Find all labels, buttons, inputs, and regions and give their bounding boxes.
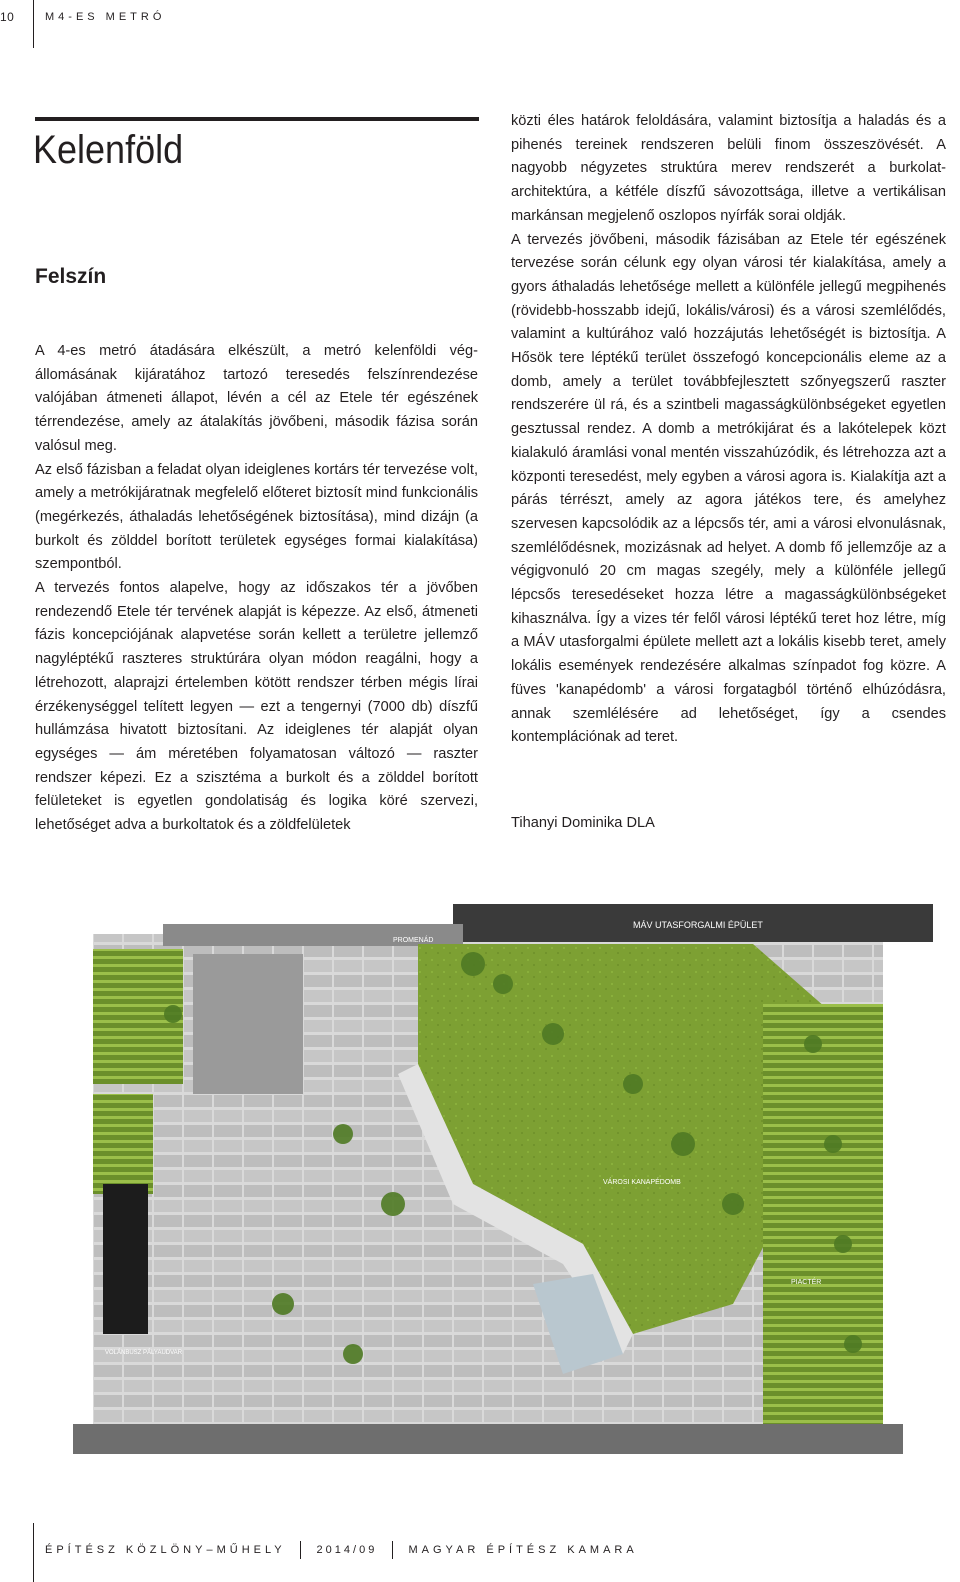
plan-label-sofa: VÁROSI KANAPÉDOMB xyxy=(603,1179,681,1186)
plan-green-strip-left-2 xyxy=(93,1094,153,1194)
site-plan-image xyxy=(33,884,945,1510)
author-credit: Tihanyi Dominika DLA xyxy=(511,815,655,831)
paragraph: A tervezés fontos alapelve, hogy az időszakos tér a jövőben rendezendő Etele tér tervének alapját is képezze. Az első, átmeneti fázis koncepciójának alapvetése során kellett a területre jellemző nagyléptékű raszteres struktúrára olyan módon reagálni, hogy a létrehozott, alaprajzi értelemben kötött rendszer térben mégis lírai érzékenységgel telített legyen — ezt a tengernyi (7000 db) díszfű hullámzása hivatott biztosítani. Az ideiglenes tér alapját olyan egységes — ám méretében folyamatosan változó — raszter rendszer képezi. Ez a szisztéma a burkolt és a zölddel borított felületeket is egyetlen gondolatiság és logika köré szervezi, lehetőséget adva a burkoltatok és a zöldfelületek xyxy=(35,580,478,834)
plan-plaza-block xyxy=(193,954,303,1094)
plan-green-stripes-right xyxy=(763,1004,883,1454)
paragraph: A 4-es metró átadására elkészült, a metró kelenföldi végállomásának kijáratához tartozó teresedés felszínrendezése valójában átmeneti állapot, lévén a cél az Etele tér egészének térrendezése, amely az átalakítás jövőbeni, második fázisa során valósul meg. xyxy=(35,343,478,454)
header-divider xyxy=(33,0,34,48)
footer xyxy=(45,1541,638,1559)
section-heading: Felszín xyxy=(35,265,107,288)
left-column xyxy=(35,340,478,838)
plan-bottom-road xyxy=(73,1424,903,1454)
plan-label-market: PIACTÉR xyxy=(791,1279,822,1286)
plan-label-mav: MÁV UTASFORGALMI ÉPÜLET xyxy=(633,920,763,930)
paragraph: Az első fázisban a feladat olyan ideiglenes kortárs tér tervezése volt, amely a metrókijáratnak megfelelő előteret biztosít mind funkcionális (megérkezés, áthaladás lehetőségének biztosítása), mind dizájn (a burkolt és zölddel borított területek egységes formai kialakítása) szempontból. xyxy=(35,461,478,573)
page-number: 10 xyxy=(0,10,15,24)
paragraph: A tervezés jövőbeni, második fázisában az Etele tér egészének tervezése során célunk egy olyan városi tér kialakítása, amely a gyors áthaladás lehetősége mellett a különféle jellegű megpihenés (rövidebb-hosszabb idejű, lokális/városi) és a városi szemlélődés, valamint a kultúrához való hozzájutás lehetőségét is biztosítja. A Hősök tere léptékű terület összefogó koncepcionális eleme az a domb, amely a terület továbbfejlesztett szőnyegszerű raszter rendszerére ül rá, és a szintbeli magasságkülönbségeket egyetlen gesztussal rendez. A domb a metrókijárat és a lakótelepek közt kialakuló áramlási vonal mentén visszahúzódik, és létrehozza azt a központi teresedést, mely egyben a városi agora is. Kialakítja azt a párás térrészt, amely az agora játékos tere, és amelyhez szervesen kapcsolódik az a lépcsős tér, ami a városi elvonulásnak, szemlélődésnek, mozizásnak ad helyet. A domb fő jellemzője az a végigvonuló 20 cm magas szegély, mely a különféle jellegű lépcsős teresedéseket hozza létre a magasságkülönbségeket kihasználva. Így a vizes tér felől városi léptékű teret hoz létre, míg a MÁV utasforgalmi épülete mellett azt a lokális kisebb teret, amely lokális események rendezésére alkalmas színpadot fog közre. A füves 'kanapédomb' a városi forgatagból történő elhúzódásra, annak szemlélésére ad lehetőséget, így a csendes kontemplációnak ad teret. xyxy=(511,231,946,746)
footer-publication: ÉPÍTÉSZ KÖZLÖNY–MŰHELY xyxy=(45,1543,286,1556)
running-header: M4-ES METRÓ xyxy=(45,11,166,23)
footer-issue: 2014/09 xyxy=(316,1543,378,1556)
footer-publisher: MAGYAR ÉPÍTÉSZ KAMARA xyxy=(408,1543,638,1556)
plan-bus-station xyxy=(103,1184,148,1334)
article-title: Kelenföld xyxy=(33,128,184,172)
footer-divider xyxy=(33,1523,34,1582)
plan-label-promenade: PROMENÁD xyxy=(393,937,434,944)
right-column xyxy=(511,110,946,750)
title-rule xyxy=(35,117,479,121)
footer-separator xyxy=(392,1541,393,1559)
paragraph: közti éles határok feloldására, valamint biztosítja a haladás és a pihenés tereinek rendszeren belüli finom összeszövését. A nagyobb négyzetes struktúra merev rendszerét a burkolat-architektúra, a kétféle díszfű sávozottsága, illetve a vertikálisan markánsan megjelenő oszlopos nyírfák sorai oldják. xyxy=(511,113,946,224)
footer-separator xyxy=(300,1541,301,1559)
plan-label-bus: VOLÁNBUSZ PÁLYAUDVAR xyxy=(105,1350,183,1356)
